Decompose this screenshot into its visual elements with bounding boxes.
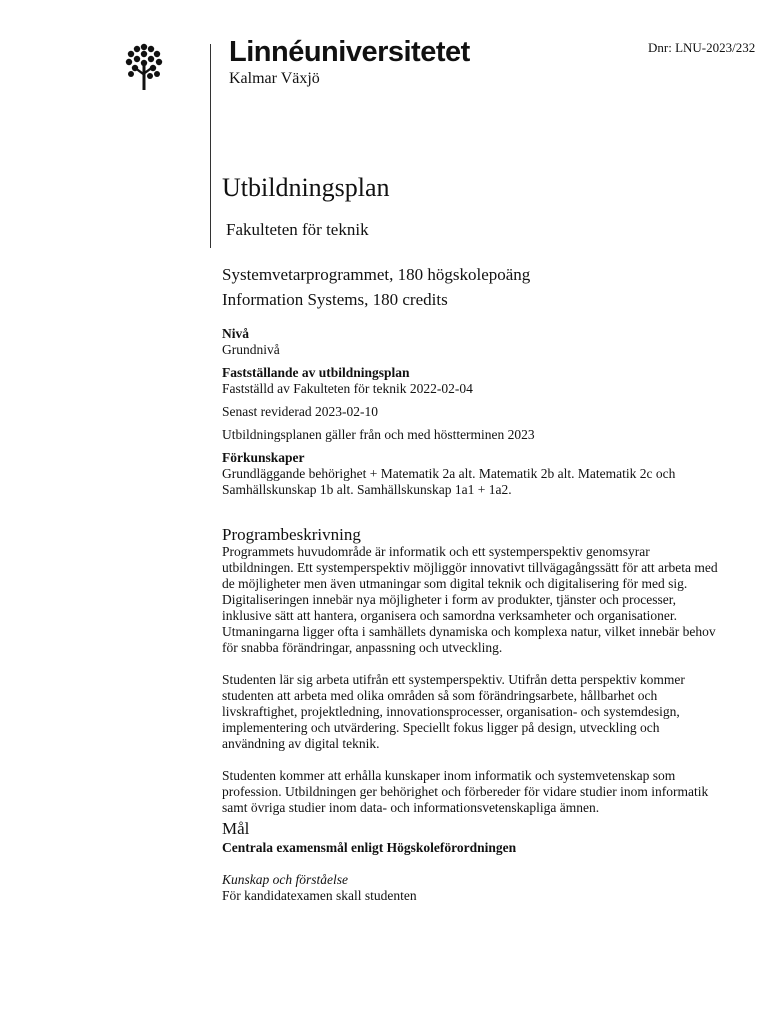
- adoption-label: Fastställande av utbildningsplan: [222, 365, 410, 380]
- header-divider: [210, 44, 211, 248]
- bachelor-intro-line: För kandidatexamen skall studenten: [222, 888, 417, 903]
- validity-text: Utbildningsplanen gäller från och med höstterminen 2023: [222, 427, 535, 442]
- goals-subheading: Centrala examensmål enligt Högskoleförordningen: [222, 840, 517, 855]
- document-title: Utbildningsplan: [222, 173, 390, 202]
- knowledge-subheading: Kunskap och förståelse: [222, 872, 348, 887]
- level-label: Nivå: [222, 326, 249, 341]
- program-title-swedish: Systemvetarprogrammet, 180 högskolepoäng: [222, 265, 531, 284]
- description-paragraph-3: Studenten kommer att erhålla kunskaper inom informatik och systemvetenskap som profession. Utbildningen ger behörighet och förbereder för vidare studier inom informatik samt övriga studier inom data- och informationsvetenskapliga ämnen.: [222, 768, 709, 815]
- university-name: Linnéuniversitetet: [229, 36, 470, 68]
- adoption-value: Fastställd av Fakulteten för teknik 2022-02-04: [222, 381, 473, 396]
- prerequisites-label: Förkunskaper: [222, 450, 305, 465]
- revision-date: Senast reviderad 2023-02-10: [222, 404, 378, 419]
- prerequisites-value: Grundläggande behörighet + Matematik 2a alt. Matematik 2b alt. Matematik 2c och Samhällskunskap 1b alt. Samhällskunskap 1a1 + 1a2.: [222, 466, 676, 497]
- document-body: [222, 326, 742, 904]
- program-description-heading: Programbeskrivning: [222, 525, 361, 544]
- university-locations: Kalmar Växjö: [229, 70, 320, 87]
- description-paragraph-1: Programmets huvudområde är informatik och ett systemperspektiv genomsyrar utbildningen. Ett systemperspektiv möjliggör innovativt tillvägagångssätt för att arbeta med de möjligheter men även utmaningar som digital teknik och digitalisering för med sig. Digitaliseringen innebär nya möjligheter i form av produkter, tjänster och processer, inklusive sätt att hantera, organisera och samordna verksamheter och organisationer. Utmaningarna ligger ofta i samhällets dynamiska och komplexa natur, vilket innebär behov för snabba förändringar, anpassning och utveckling.: [222, 544, 718, 655]
- faculty-name: Fakulteten för teknik: [226, 220, 369, 239]
- level-value: Grundnivå: [222, 342, 280, 357]
- description-paragraph-2: Studenten lär sig arbeta utifrån ett systemperspektiv. Utifrån detta perspektiv kommer studenten att arbeta med olika områden så som förändringsarbete, hållbarhet och livskraftighet, projektledning, innovationsprocesser, organisation- och systemdesign, implementering och utvärdering. Speciellt fokus ligger på design, utveckling och användning av digital teknik.: [222, 672, 685, 751]
- tree-logo-icon: [124, 42, 164, 92]
- goals-heading: Mål: [222, 819, 250, 838]
- program-title-english: Information Systems, 180 credits: [222, 290, 448, 309]
- document-number: Dnr: LNU-2023/232: [648, 40, 756, 55]
